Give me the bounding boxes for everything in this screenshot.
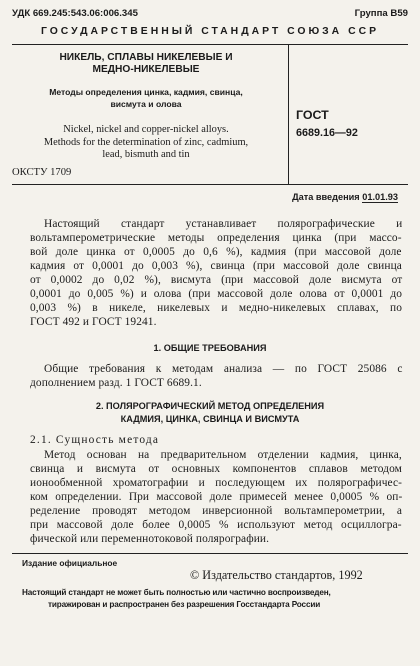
intro-line: кадмия от 0,0001 до 0,003 %), свинца (при массовой доле свинца bbox=[30, 260, 402, 272]
intro-line: 0,0001 до 0,005 %) и олова (при массовой доле олова от 0,0001 до bbox=[30, 288, 403, 300]
intro-line: вой доле цинка от 0,0005 до 0,6 %), кадмия (при массовой доле bbox=[30, 246, 402, 258]
section-2-line: фической или переменнотоковой полярографии. bbox=[30, 533, 270, 545]
title-en-line-3: lead, bismuth and tin bbox=[102, 149, 190, 160]
subtitle-ru-line-1: Методы определения цинка, кадмия, свинца, bbox=[49, 87, 243, 97]
okstu-code: ОКСТУ 1709 bbox=[12, 167, 72, 178]
header-rule-top bbox=[12, 44, 408, 45]
intro-line: от 0,0002 до 0,02 %), висмута (при массовой доле висмута от bbox=[30, 274, 403, 286]
intro-line: ГОСТ 492 и ГОСТ 19241. bbox=[30, 316, 157, 328]
title-ru bbox=[12, 52, 280, 76]
intro-date-value: 01.01.93 bbox=[362, 192, 398, 202]
intro-line: Настоящий стандарт устанавливает полярографические и bbox=[44, 218, 403, 230]
title-en-line-1: Nickel, nickel and copper-nickel alloys. bbox=[63, 124, 229, 135]
reproduction-notice-line-2: тиражирован и распространен без разрешения Госстандарта России bbox=[48, 600, 321, 609]
official-edition-label: Издание официальное bbox=[22, 558, 118, 568]
section-2-line: при массовой доле более 0,0005 % используют метод осциллогра- bbox=[30, 519, 402, 531]
section-2-line: ионообменной хроматографии и последующем их полярографичес- bbox=[30, 477, 403, 489]
udk-code: УДК 669.245:543.06:006.345 bbox=[12, 8, 138, 19]
footer-rule bbox=[12, 553, 408, 554]
copyright-notice: © Издательство стандартов, 1992 bbox=[190, 568, 363, 582]
section-2-title-line-2: КАДМИЯ, ЦИНКА, СВИНЦА И ВИСМУТА bbox=[120, 414, 300, 424]
gost-label: ГОСТ bbox=[296, 108, 329, 122]
intro-line: 0,003 %) в никеле, никелевых и медно-никелевых сплавах, по bbox=[30, 302, 403, 314]
title-ru-line-2: МЕДНО-НИКЕЛЕВЫЕ bbox=[92, 64, 200, 75]
section-2-title-line-1: 2. ПОЛЯРОГРАФИЧЕСКИЙ МЕТОД ОПРЕДЕЛЕНИЯ bbox=[95, 401, 325, 411]
subtitle-ru bbox=[12, 86, 280, 110]
section-1-title: 1. ОБЩИЕ ТРЕБОВАНИЯ bbox=[153, 343, 267, 353]
intro-date bbox=[292, 192, 398, 202]
title-block-rule-bottom bbox=[12, 184, 408, 185]
title-en-line-2: Methods for the determination of zinc, cadmium, bbox=[43, 136, 249, 148]
subtitle-ru-line-2: висмута и олова bbox=[110, 99, 182, 109]
section-2-line: ределение проводят методом инверсионной вольтамперометрии, а bbox=[30, 505, 403, 517]
subsection-2-1-title: 2.1. Сущность метода bbox=[30, 434, 160, 446]
section-1-line: Общие требования к методам анализа — по ГОСТ 25086 с bbox=[44, 363, 403, 375]
reproduction-notice-line-1: Настоящий стандарт не может быть полностью или частично воспроизведен, bbox=[22, 588, 331, 597]
section-1-line: дополнением разд. 1 ГОСТ 6689.1. bbox=[30, 377, 202, 389]
section-2-line: свинца и висмута от основных компонентов сплавов методом bbox=[30, 463, 402, 475]
section-2-line: Метод основан на предварительном отделении кадмия, цинка, bbox=[44, 449, 402, 461]
group-code: Группа В59 bbox=[354, 8, 408, 19]
section-2-line: ком определении. При массовой доле примесей менее 0,0005 % оп- bbox=[30, 491, 403, 503]
title-ru-line-1: НИКЕЛЬ, СПЛАВЫ НИКЕЛЕВЫЕ И bbox=[59, 52, 233, 63]
gost-number: 6689.16—92 bbox=[296, 127, 358, 139]
intro-line: вольтамперометрические методы определения цинка (при массо- bbox=[30, 232, 402, 244]
intro-date-label: Дата введения bbox=[292, 192, 360, 202]
title-column-divider bbox=[288, 44, 289, 184]
state-standard-banner: ГОСУДАРСТВЕННЫЙ СТАНДАРТ СОЮЗА ССР bbox=[40, 26, 380, 37]
title-en bbox=[12, 124, 280, 162]
